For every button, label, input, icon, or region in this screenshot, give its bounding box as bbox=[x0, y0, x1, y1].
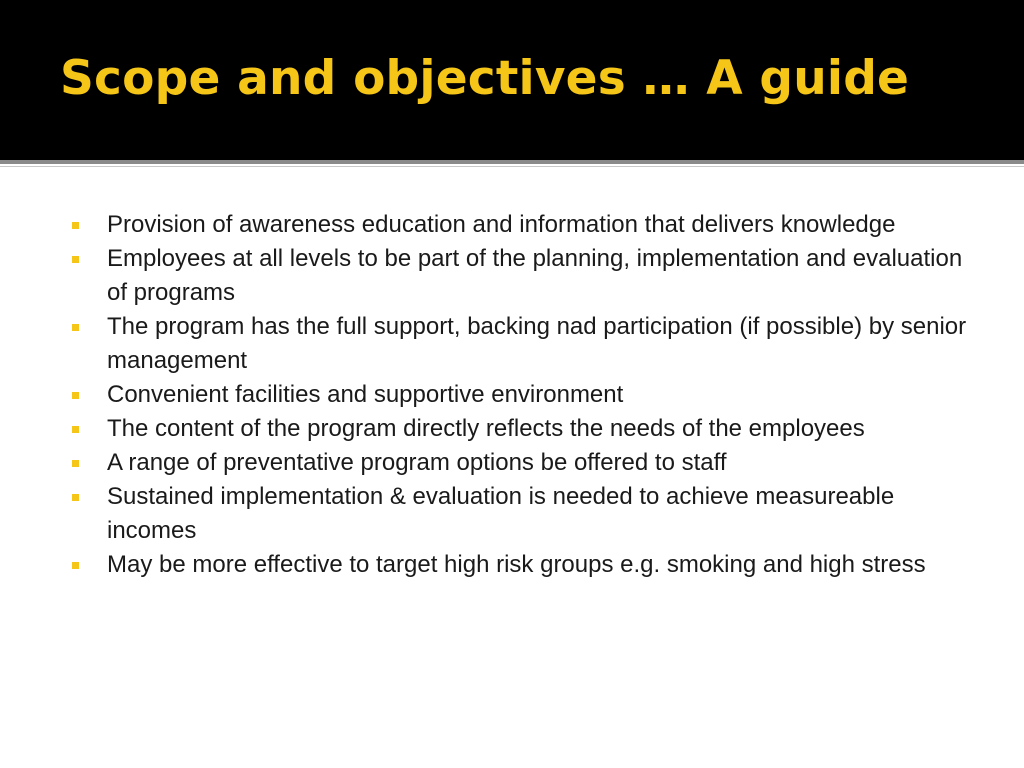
slide-title: Scope and objectives … A guide bbox=[60, 51, 910, 106]
bullet-text: A range of preventative program options be offered to staff bbox=[107, 449, 727, 476]
square-bullet-icon bbox=[72, 392, 79, 399]
bullet-item bbox=[72, 548, 972, 582]
bullet-item bbox=[72, 310, 972, 378]
square-bullet-icon bbox=[72, 426, 79, 433]
bullet-item bbox=[72, 412, 972, 446]
bullet-text: Provision of awareness education and information that delivers knowledge bbox=[107, 211, 896, 238]
bullet-item bbox=[72, 378, 972, 412]
bullet-text: May be more effective to target high risk groups e.g. smoking and high stress bbox=[107, 551, 926, 578]
bullet-text: Sustained implementation & evaluation is needed to achieve measureable incomes bbox=[107, 483, 895, 544]
square-bullet-icon bbox=[72, 222, 79, 229]
bullet-list bbox=[72, 208, 972, 582]
bullet-item bbox=[72, 208, 972, 242]
title-divider-thin bbox=[0, 166, 1024, 167]
square-bullet-icon bbox=[72, 494, 79, 501]
square-bullet-icon bbox=[72, 562, 79, 569]
bullet-text: The content of the program directly reflects the needs of the employees bbox=[107, 415, 865, 442]
title-divider bbox=[0, 160, 1024, 164]
square-bullet-icon bbox=[72, 324, 79, 331]
bullet-item bbox=[72, 480, 972, 548]
bullet-text: Convenient facilities and supportive environment bbox=[107, 381, 624, 408]
bullet-item bbox=[72, 242, 972, 310]
square-bullet-icon bbox=[72, 460, 79, 467]
bullet-text: The program has the full support, backing nad participation (if possible) by senior management bbox=[107, 313, 967, 374]
square-bullet-icon bbox=[72, 256, 79, 263]
bullet-text: Employees at all levels to be part of the planning, implementation and evaluation of programs bbox=[107, 245, 963, 306]
title-bar bbox=[0, 0, 1024, 160]
bullet-item bbox=[72, 446, 972, 480]
